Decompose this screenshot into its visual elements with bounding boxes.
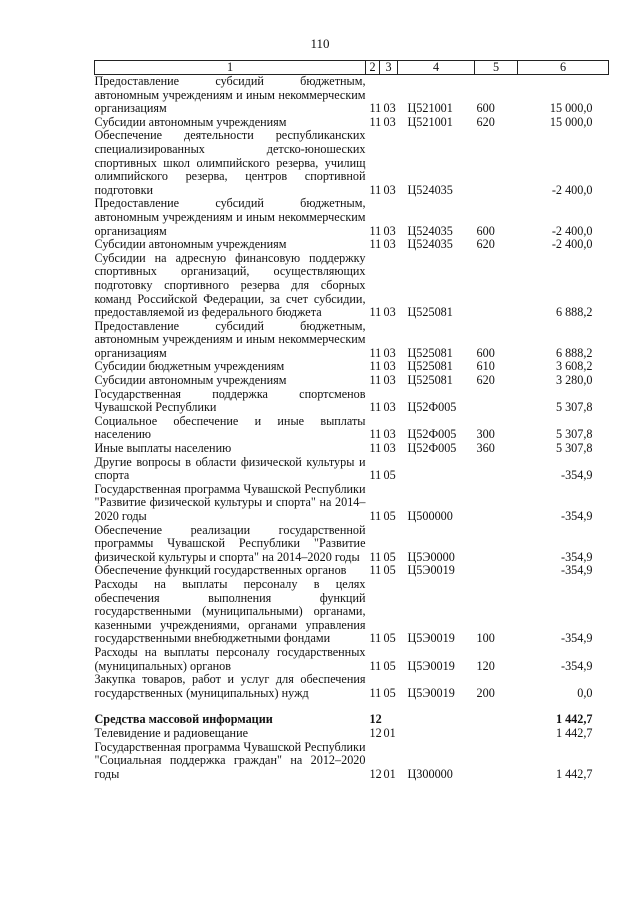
row-target-article: Ц52Ф005: [407, 427, 457, 442]
row-target-article: Ц524035: [407, 223, 453, 238]
table-row: [95, 197, 609, 238]
row-name: Государственная поддержка спортсменов Чувашской Республики: [94, 386, 366, 415]
row-subsection: [380, 713, 398, 727]
row-amount: 3 280,0: [555, 373, 593, 388]
table-row: [95, 116, 609, 130]
row-section: 12: [369, 712, 382, 727]
table-row: [95, 524, 609, 565]
row-name: Государственная программа Чувашской Республики "Социальная поддержка граждан" на 2012–2020 годы: [94, 739, 366, 781]
row-target-article: Ц524035: [407, 237, 453, 252]
row-target-article: [398, 713, 475, 727]
row-target-article: Ц525081: [407, 359, 453, 374]
row-name: Субсидии автономным учреждениям: [94, 237, 287, 252]
row-target-article: Ц52Ф005: [407, 400, 457, 415]
row-section: 11: [369, 101, 382, 116]
row-expense-type: 120: [476, 658, 495, 673]
row-amount: 0,0: [577, 685, 593, 700]
table-row: [95, 388, 609, 415]
table-row: [95, 238, 609, 252]
row-name: Предоставление субсидий бюджетным, автономным учреждениям и иным некоммерческим организациям: [94, 196, 366, 238]
row-subsection: 03: [383, 441, 396, 456]
table-row: [95, 360, 609, 374]
row-target-article: Ц525081: [407, 373, 453, 388]
row-name: Субсидии бюджетным учреждениям: [94, 359, 285, 374]
row-expense-type: [475, 252, 518, 320]
row-target-article: Ц524035: [407, 182, 453, 197]
row-expense-type: [475, 713, 518, 727]
row-amount: -354,9: [561, 563, 593, 578]
row-target-article: Ц5Э0000: [407, 549, 455, 564]
row-section: 12: [369, 725, 382, 740]
row-subsection: 03: [383, 237, 396, 252]
header-col-6: 6: [518, 61, 609, 75]
row-amount: 5 307,8: [555, 441, 593, 456]
row-amount: 1 442,7: [555, 766, 593, 781]
row-amount: -2 400,0: [551, 182, 593, 197]
row-name: Обеспечение реализации государственной программы Чувашской Республики "Развитие физической культуры и спорта" на 2014–2020 годы: [94, 522, 366, 564]
row-name: Расходы на выплаты персоналу государственных (муниципальных) органов: [94, 644, 366, 673]
row-target-article: [398, 727, 475, 741]
row-subsection: 03: [383, 359, 396, 374]
row-target-article: Ц525081: [407, 345, 453, 360]
row-name: Закупка товаров, работ и услуг для обеспечения государственных (муниципальных) нужд: [94, 672, 366, 700]
row-section: 11: [369, 427, 382, 442]
row-target-article: Ц52Ф005: [407, 441, 457, 456]
row-expense-type: [475, 564, 518, 578]
row-name: Предоставление субсидий бюджетным, автономным учреждениям и иным некоммерческим организациям: [94, 74, 366, 116]
row-name: Субсидии на адресную финансовую поддержку спортивных организаций, осуществляющих подготовку спортивного резерва для сборных команд Российской Федерации, за счет субсидии, предоставляемой из федерального бюджета: [94, 250, 366, 320]
table-row: [95, 673, 609, 700]
row-subsection: 05: [383, 509, 396, 523]
row-subsection: 05: [383, 549, 396, 564]
row-subsection: 01: [383, 766, 396, 781]
header-col-2: 2: [366, 61, 380, 75]
header-col-5: 5: [475, 61, 518, 75]
row-expense-type: 600: [476, 223, 495, 238]
row-target-article: Ц500000: [407, 509, 453, 523]
row-target-article: Ц521001: [407, 101, 453, 116]
row-subsection: 05: [383, 631, 396, 646]
table-row: [95, 483, 609, 524]
row-expense-type: 600: [476, 101, 495, 116]
row-expense-type: [475, 129, 518, 197]
header-col-4: 4: [398, 61, 475, 75]
row-name: Обеспечение функций государственных органов: [94, 563, 347, 578]
row-subsection: 05: [383, 658, 396, 673]
row-section: 11: [369, 373, 382, 388]
row-expense-type: 600: [476, 345, 495, 360]
table-row: [95, 727, 609, 741]
row-amount: 3 608,2: [555, 359, 593, 374]
row-subsection: 05: [383, 468, 396, 483]
row-target-article: [398, 456, 475, 483]
row-name: Средства массовой информации: [94, 712, 273, 727]
row-subsection: 03: [383, 101, 396, 116]
row-name: Иные выплаты населению: [94, 441, 232, 456]
row-subsection: 03: [383, 114, 396, 129]
row-amount: -354,9: [561, 509, 593, 523]
row-expense-type: 620: [476, 114, 495, 129]
row-expense-type: 360: [476, 441, 495, 456]
row-expense-type: [475, 524, 518, 565]
budget-table: [94, 60, 609, 781]
table-row: [95, 415, 609, 442]
table-row: [95, 578, 609, 646]
row-target-article: Ц525081: [407, 305, 453, 320]
header-col-3: 3: [380, 61, 398, 75]
row-amount: 15 000,0: [549, 114, 593, 129]
row-name: Другие вопросы в области физической культуры и спорта: [94, 454, 366, 483]
row-amount: -2 400,0: [551, 223, 593, 238]
row-amount: 5 307,8: [555, 400, 593, 415]
row-subsection: 01: [383, 725, 396, 740]
row-target-article: Ц5Э0019: [407, 685, 455, 700]
row-expense-type: 620: [476, 237, 495, 252]
row-subsection: 03: [383, 223, 396, 238]
row-subsection: 03: [383, 345, 396, 360]
header-col-1: 1: [95, 61, 366, 75]
row-target-article: Ц521001: [407, 114, 453, 129]
row-section: 11: [369, 441, 382, 456]
row-amount: 6 888,2: [555, 305, 593, 320]
row-name: Субсидии автономным учреждениям: [94, 114, 287, 129]
row-section: 11: [369, 400, 382, 415]
row-amount: 1 442,7: [555, 712, 593, 727]
row-section: 11: [369, 114, 382, 129]
row-section: 11: [369, 631, 382, 646]
table-row: [95, 129, 609, 197]
row-name: Государственная программа Чувашской Республики "Развитие физической культуры и спорта" на 2014–2020 годы: [94, 481, 366, 523]
row-amount: -354,9: [561, 631, 593, 646]
row-subsection: 03: [383, 427, 396, 442]
row-section: 11: [369, 658, 382, 673]
row-expense-type: [475, 727, 518, 741]
row-target-article: Ц5Э0019: [407, 563, 455, 578]
row-subsection: 03: [383, 182, 396, 197]
table-row: [95, 564, 609, 578]
row-subsection: 05: [383, 563, 396, 578]
row-amount: -354,9: [561, 658, 593, 673]
row-expense-type: 610: [476, 359, 495, 374]
row-expense-type: 200: [476, 685, 495, 700]
table-row: [95, 252, 609, 320]
row-amount: 1 442,7: [555, 725, 593, 740]
table-row: [95, 75, 609, 116]
row-expense-type: 100: [476, 631, 495, 646]
row-expense-type: [475, 388, 518, 415]
row-section: 11: [369, 305, 382, 320]
row-section: 11: [369, 359, 382, 374]
row-amount: -2 400,0: [551, 237, 593, 252]
table-row: [95, 456, 609, 483]
row-amount: -354,9: [561, 468, 593, 483]
row-name: Социальное обеспечение и иные выплаты населению: [94, 413, 366, 442]
row-expense-type: 300: [476, 427, 495, 442]
row-section: 11: [369, 685, 382, 700]
row-expense-type: [475, 483, 518, 524]
row-subsection: 05: [383, 685, 396, 700]
row-subsection: 03: [383, 373, 396, 388]
table-row: [95, 442, 609, 456]
row-subsection: 03: [383, 305, 396, 320]
row-section: 11: [369, 182, 382, 197]
row-section: 11: [369, 509, 382, 523]
row-name: Телевидение и радиовещание: [94, 725, 248, 740]
table-row: [95, 713, 609, 727]
row-section: 12: [369, 766, 382, 781]
row-amount: 6 888,2: [555, 345, 593, 360]
row-name: Обеспечение деятельности республиканских специализированных детско-юношеских спортивных школ олимпийского резерва, училищ олимпийского резерва, центров спортивной подготовки: [94, 128, 366, 197]
row-subsection: 03: [383, 400, 396, 415]
row-target-article: Ц5Э0019: [407, 658, 455, 673]
page-number: 110: [310, 36, 330, 51]
row-section: 11: [369, 237, 382, 252]
row-section: 11: [369, 563, 382, 578]
row-section: 11: [369, 549, 382, 564]
table-row: [95, 741, 609, 782]
row-section: 11: [369, 468, 382, 483]
row-target-article: Ц5Э0019: [407, 631, 455, 646]
row-target-article: Ц300000: [407, 766, 453, 781]
row-section: 11: [369, 345, 382, 360]
row-name: Субсидии автономным учреждениям: [94, 373, 287, 388]
table-row: [95, 374, 609, 388]
row-amount: -354,9: [561, 549, 593, 564]
row-section: 11: [369, 223, 382, 238]
row-expense-type: [475, 741, 518, 782]
header-row: [95, 61, 609, 75]
row-amount: 5 307,8: [555, 427, 593, 442]
row-name: Расходы на выплаты персоналу в целях обеспечения выполнения функций государственными (муниципальными) органами, казенными учреждениями, органами управления государственными внебюджетными фондами: [94, 576, 366, 646]
table-row: [95, 320, 609, 361]
table-row: [95, 646, 609, 673]
row-name: Предоставление субсидий бюджетным, автономным учреждениям и иным некоммерческим организациям: [94, 318, 366, 360]
row-amount: 15 000,0: [549, 101, 593, 116]
row-expense-type: 620: [476, 373, 495, 388]
row-expense-type: [475, 456, 518, 483]
table-body: [95, 75, 609, 782]
